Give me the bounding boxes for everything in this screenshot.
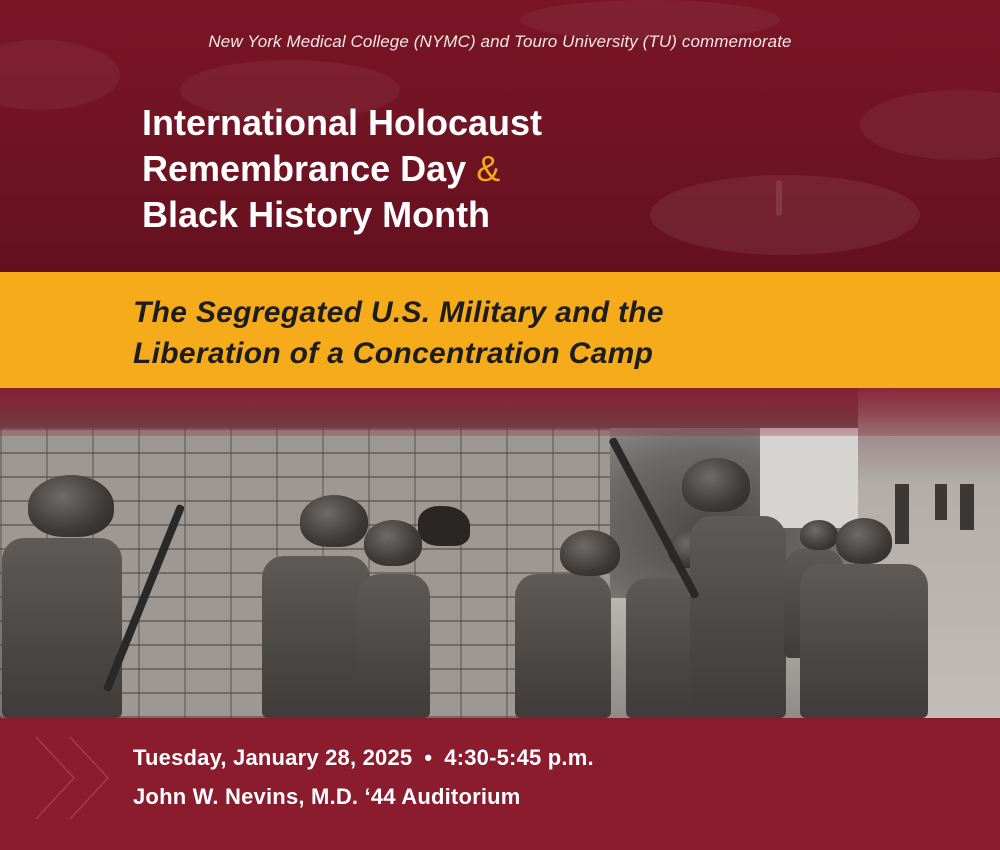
building-window [935,484,947,520]
event-time: 4:30-5:45 p.m. [444,745,594,770]
event-venue: John W. Nevins, M.D. ‘44 Auditorium [133,784,521,809]
title-line-1: International Holocaust [142,102,543,143]
helmet [364,520,422,566]
candle-wick [776,180,782,216]
chevron-right-icon [30,733,120,823]
helmet [800,520,838,550]
wall-hole [418,506,470,546]
banner-line-1: The Segregated U.S. Military and the [133,296,664,329]
building-window [960,484,974,530]
soldier-body [358,574,430,718]
candle-shape [650,175,920,255]
title-line-3: Black History Month [142,194,491,235]
soldier-body [800,564,928,718]
helmet [560,530,620,576]
soldier-body [262,556,370,718]
title-line-2 [142,146,542,192]
separator-dot: • [424,745,433,770]
soldier-body [515,574,611,718]
photo-tint [0,388,1000,436]
soldier-body [690,516,786,718]
building-window [895,484,909,544]
candle-shape [860,90,1000,160]
sky [760,428,870,528]
helmet [682,458,750,512]
page-title [142,100,542,238]
banner-title [133,292,664,374]
event-date-time [133,745,594,771]
helmet [300,495,368,547]
soldiers-photo [0,388,1000,718]
event-date: Tuesday, January 28, 2025 [133,745,413,770]
banner-line-2: Liberation of a Concentration Camp [133,337,654,370]
ampersand: & [476,148,501,189]
helmet [836,518,892,564]
helmet [28,475,114,537]
soldier-body [2,538,122,718]
host-subtitle: New York Medical College (NYMC) and Touro University (TU) commemorate [208,32,792,51]
title-line-2-text: Remembrance Day [142,148,467,189]
